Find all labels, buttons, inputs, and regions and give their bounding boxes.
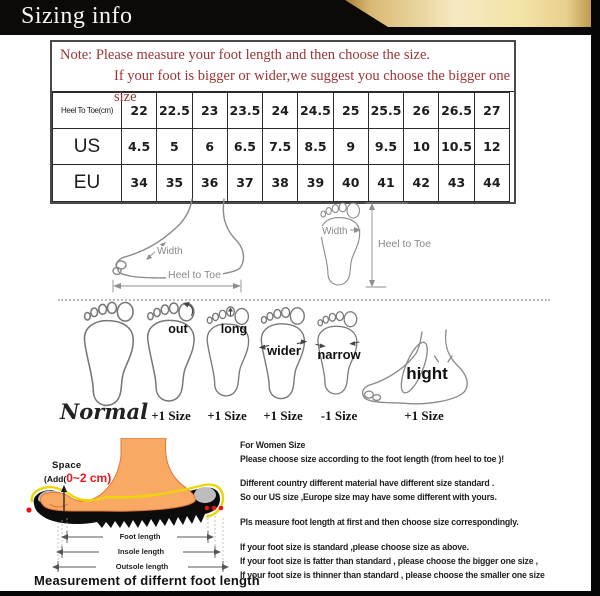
info-line: So our US size ,Europe size may have some different with yours. — [240, 492, 497, 502]
sole-width-label: Width — [322, 226, 348, 237]
table-row-us — [53, 129, 510, 165]
info-line: If your foot size is thinner than standard , please choose the smaller one size — [240, 570, 545, 580]
size-cell: 41 — [368, 165, 403, 201]
size-cell: 25 — [333, 93, 368, 129]
size-cell: 38 — [263, 165, 298, 201]
space-unit: cm) — [86, 471, 112, 485]
size-cell: 37 — [227, 165, 262, 201]
size-cell: 6.5 — [227, 129, 262, 165]
size-cell: 9 — [333, 129, 368, 165]
gold-ribbon — [345, 0, 591, 27]
foot-length-label: Foot length — [103, 532, 177, 541]
size-cell: 6 — [192, 129, 227, 165]
size-cell: 24 — [263, 93, 298, 129]
note-line-2: If your foot is bigger or wider,we suggest you choose the bigger one size — [114, 68, 511, 105]
size-cell: 12 — [474, 129, 509, 165]
size-cell: 10 — [404, 129, 439, 165]
page-title: Sizing info — [21, 3, 133, 29]
size-cell: 35 — [157, 165, 192, 201]
size-cell: 4.5 — [122, 129, 157, 165]
size-cell: 42 — [404, 165, 439, 201]
size-cell: 36 — [192, 165, 227, 201]
size-cell: 22.5 — [157, 93, 192, 129]
size-cell: 5 — [157, 129, 192, 165]
info-line: Different country different material have different size standard . — [240, 478, 495, 488]
footprint-out — [143, 299, 199, 409]
foot-type-label-out: out — [168, 322, 188, 336]
info-line: Please choose size according to the foot length (from heel to toe )! — [240, 454, 504, 464]
insole-length-label: Insole length — [99, 547, 183, 556]
space-add-text: (Add( — [44, 474, 67, 484]
size-adjust-normal: Normal — [60, 399, 149, 424]
size-cell: 34 — [122, 165, 157, 201]
size-adjust-out: +1 Size — [151, 408, 191, 423]
space-label: Space — [52, 460, 82, 471]
size-adjust-wider: +1 Size — [263, 408, 303, 423]
foot-type-label-long: long — [220, 322, 248, 336]
size-cell: 43 — [439, 165, 474, 201]
size-cell: 22 — [122, 93, 157, 129]
size-table — [52, 92, 510, 202]
size-cell: 26 — [404, 93, 439, 129]
note-box — [52, 42, 514, 105]
foot-type-label-wider: wider — [267, 343, 301, 358]
space-range-value: 0~2 — [66, 471, 87, 485]
note-line-1: Note: Please measure your foot length and then choose the size. — [60, 47, 431, 63]
foot-type-label-hight: hight — [406, 364, 448, 383]
size-cell: 26.5 — [439, 93, 474, 129]
size-cell: 25.5 — [368, 93, 403, 129]
size-adjust-narrow: -1 Size — [320, 408, 358, 423]
size-cell: 24.5 — [298, 93, 333, 129]
size-cell: 39 — [298, 165, 333, 201]
space-value-label — [44, 471, 111, 485]
size-panel — [50, 40, 516, 204]
size-cell: 23 — [192, 93, 227, 129]
info-line: If your foot size is fatter than standard , please choose the bigger one size , — [240, 556, 538, 566]
size-cell: 23.5 — [227, 93, 262, 129]
footprint-normal — [76, 301, 142, 411]
size-adjust-hight: +1 Size — [404, 408, 444, 423]
row-label: Heel To Toe(cm) — [53, 93, 122, 129]
size-adjust-long: +1 Size — [207, 408, 247, 423]
diagram-caption: Measurement of differnt foot length — [34, 573, 260, 588]
info-line: Pls measure foot length at first and then choose size correspondingly. — [240, 517, 519, 527]
size-cell: 40 — [333, 165, 368, 201]
footprint-long — [203, 299, 253, 409]
sole-heel-to-toe-label: Heel to Toe — [378, 238, 431, 250]
frame-bottom-border — [0, 591, 600, 596]
side-width-label: Width — [157, 246, 183, 257]
size-cell: 10.5 — [439, 129, 474, 165]
size-cell: 7.5 — [263, 129, 298, 165]
foot-type-label-narrow: narrow — [317, 347, 361, 362]
table-row-eu — [53, 165, 510, 201]
side-heel-to-toe-label: Heel to Toe — [168, 269, 221, 281]
size-cell: 9.5 — [368, 129, 403, 165]
outsole-length-label: Outsole length — [96, 562, 188, 571]
info-line: For Women Size — [240, 440, 306, 450]
frame-right-border — [591, 0, 600, 596]
size-cell: 27 — [474, 93, 509, 129]
size-cell: 44 — [474, 165, 509, 201]
size-cell: 8.5 — [298, 129, 333, 165]
row-label: EU — [53, 165, 122, 201]
row-label: US — [53, 129, 122, 165]
info-line: If your foot size is standard ,please choose size as above. — [240, 542, 469, 552]
